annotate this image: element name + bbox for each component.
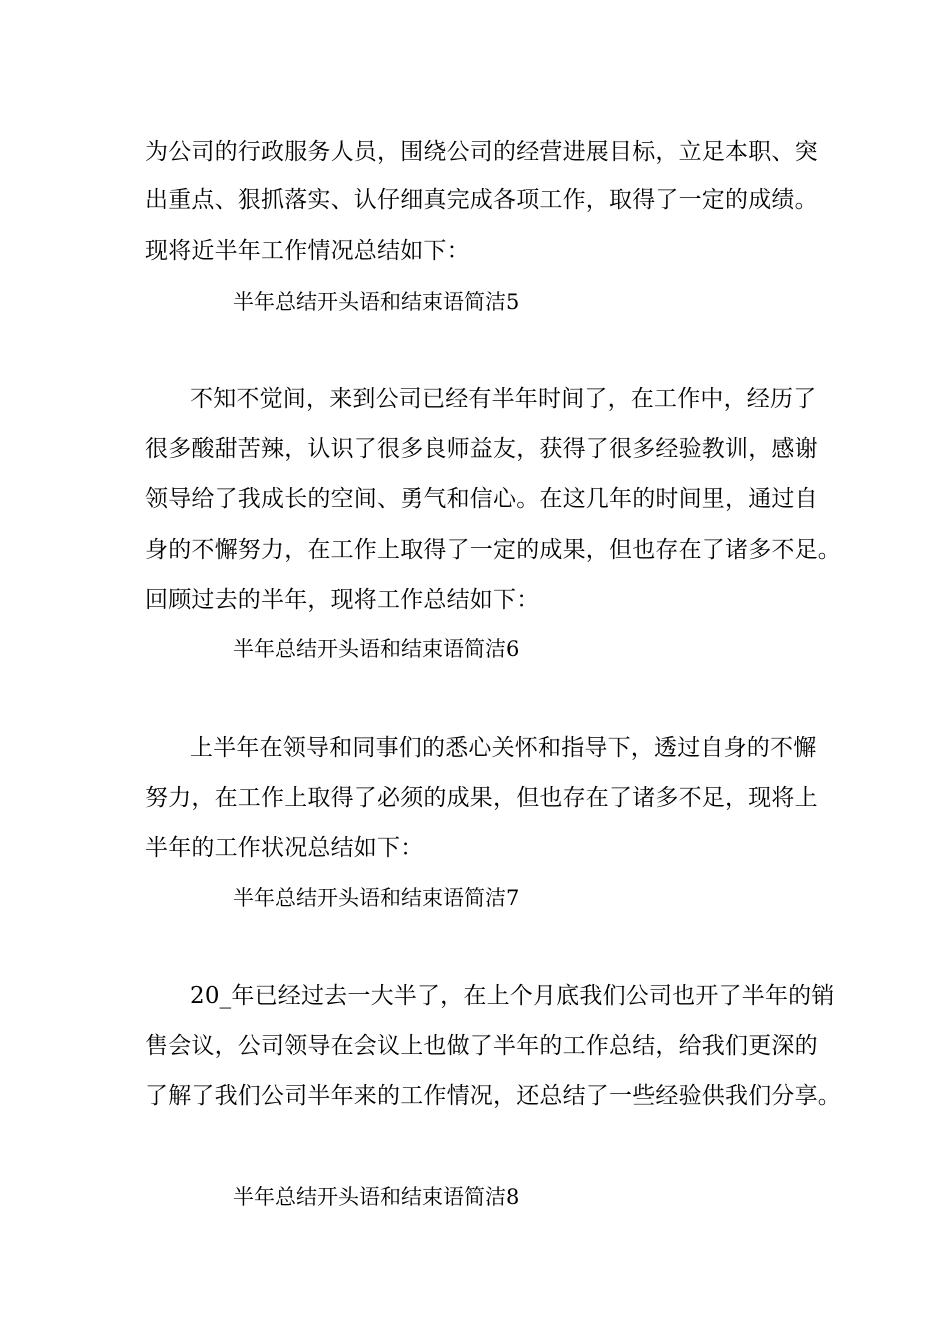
paragraph-line: 很多酸甜苦辣，认识了很多良师益友，获得了很多经验教训，感谢 (145, 436, 818, 462)
paragraph-line: 现将近半年工作情况总结如下： (145, 238, 470, 264)
paragraph-line: 努力，在工作上取得了必须的成果，但也存在了诸多不足，现将上 (145, 785, 818, 811)
section-heading: 半年总结开头语和结束语简洁6 (233, 637, 520, 661)
section-heading: 半年总结开头语和结束语简洁8 (233, 1185, 520, 1209)
paragraph-line: 不知不觉间，来到公司已经有半年时间了，在工作中，经历了 (190, 386, 817, 412)
paragraph-line: 上半年在领导和同事们的悉心关怀和指导下，透过自身的不懈 (190, 735, 817, 761)
paragraph-line: 了解了我们公司半年来的工作情况，还总结了一些经验供我们分享。 (145, 1083, 841, 1109)
section-heading: 半年总结开头语和结束语简洁5 (233, 290, 520, 314)
paragraph-line: 20_年已经过去一大半了，在上个月底我们公司也开了半年的销 (190, 983, 835, 1009)
paragraph-line: 售会议，公司领导在会议上也做了半年的工作总结，给我们更深的 (145, 1033, 818, 1059)
paragraph-line: 回顾过去的半年，现将工作总结如下： (145, 587, 540, 613)
paragraph-line: 身的不懈努力，在工作上取得了一定的成果，但也存在了诸多不足。 (145, 537, 841, 563)
paragraph-line: 领导给了我成长的空间、勇气和信心。在这几年的时间里，通过自 (145, 486, 818, 512)
paragraph-line: 半年的工作状况总结如下： (145, 835, 424, 861)
section-heading: 半年总结开头语和结束语简洁7 (233, 886, 520, 910)
paragraph-line: 为公司的行政服务人员，围绕公司的经营进展目标，立足本职、突 (145, 139, 818, 165)
paragraph-line: 出重点、狠抓落实、认仔细真完成各项工作，取得了一定的成绩。 (145, 187, 818, 213)
